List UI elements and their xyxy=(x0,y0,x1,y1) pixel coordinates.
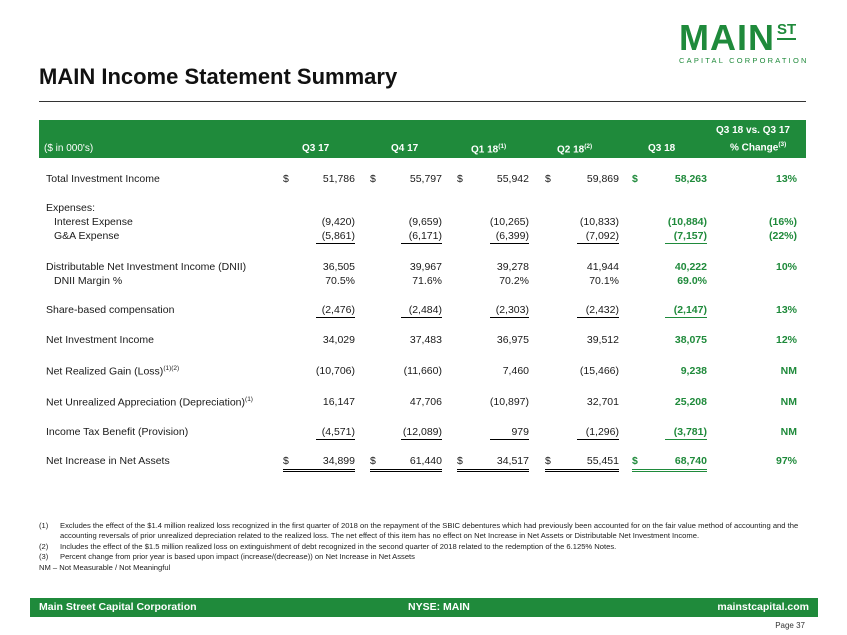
footer-company: Main Street Capital Corporation xyxy=(39,601,197,613)
footnotes xyxy=(39,521,809,573)
row-label: Interest Expense xyxy=(54,216,133,228)
row-label xyxy=(46,365,179,378)
footer-ticker: NYSE: MAIN xyxy=(408,601,470,613)
col-q1-18-label: Q1 18 xyxy=(471,144,499,156)
value: (2,147) xyxy=(673,304,707,316)
cell xyxy=(457,173,529,187)
change-value: 97% xyxy=(775,455,797,467)
col-change-label: % Change xyxy=(730,142,779,154)
cell xyxy=(632,396,707,410)
table-row xyxy=(39,173,806,187)
cell xyxy=(283,334,355,348)
cell xyxy=(665,230,707,244)
value: 39,278 xyxy=(496,261,529,273)
cell xyxy=(632,173,707,187)
value: 39,512 xyxy=(586,334,619,346)
value: (6,171) xyxy=(408,230,442,242)
row-label: Net Increase in Net Assets xyxy=(46,455,170,467)
cell xyxy=(490,304,529,318)
value: 55,797 xyxy=(409,173,442,185)
cell xyxy=(665,304,707,318)
cell xyxy=(545,396,619,410)
col-change-line2 xyxy=(730,141,786,153)
row-label-text: Net Realized Gain (Loss) xyxy=(46,365,164,378)
value: 51,786 xyxy=(322,173,355,185)
footnote-text: Percent change from prior year is based upon impact (increase/(decrease)) on Net Increase in Net Assets xyxy=(60,552,415,562)
table-row xyxy=(39,261,806,275)
cell xyxy=(316,304,355,318)
footer-bar xyxy=(30,598,818,617)
row-label: Net Investment Income xyxy=(46,334,154,346)
logo-main-text: MAIN xyxy=(679,17,775,58)
title-divider xyxy=(39,101,806,102)
cell xyxy=(283,261,355,275)
page-title: MAIN Income Statement Summary xyxy=(39,64,398,89)
value: (2,432) xyxy=(585,304,619,316)
value: 38,075 xyxy=(674,334,707,346)
value: 59,869 xyxy=(586,173,619,185)
change-value: 12% xyxy=(775,334,797,346)
footnote-marker: (2) xyxy=(39,541,49,551)
value: 39,967 xyxy=(409,261,442,273)
value: (2,484) xyxy=(408,304,442,316)
table-row xyxy=(39,455,806,472)
cell xyxy=(632,365,707,379)
change-value: (16%) xyxy=(768,216,797,228)
value: (7,092) xyxy=(585,230,619,242)
value: 68,740 xyxy=(674,455,707,467)
value: 36,975 xyxy=(496,334,529,346)
value: 70.1% xyxy=(589,275,619,287)
cell xyxy=(490,230,529,244)
table-header xyxy=(39,120,806,158)
cell xyxy=(370,216,442,230)
footnote-text: Includes the effect of the $1.5 million realized loss on extinguishment of debt recognized in the second quarter of 2018 related to the redemption of the 6.125% Notes. xyxy=(60,541,617,551)
table-row xyxy=(39,426,806,440)
value: (3,781) xyxy=(673,426,707,438)
cell xyxy=(545,455,619,472)
value: (1,296) xyxy=(585,426,619,438)
value: 40,222 xyxy=(674,261,707,273)
page-number: Page 37 xyxy=(775,621,805,630)
value: (5,861) xyxy=(321,230,355,242)
cell xyxy=(316,426,355,440)
cell xyxy=(370,334,442,348)
value: 41,944 xyxy=(586,261,619,273)
cell xyxy=(316,230,355,244)
value: (12,089) xyxy=(402,426,442,438)
value: (15,466) xyxy=(579,365,619,377)
cell xyxy=(545,365,619,379)
cell xyxy=(370,396,442,410)
value: (10,706) xyxy=(315,365,355,377)
value: 55,942 xyxy=(496,173,529,185)
row-label-text: Net Unrealized Appreciation (Depreciation) xyxy=(46,396,246,409)
footnote-nm xyxy=(39,563,809,573)
value: 34,517 xyxy=(496,455,529,467)
footnote-2 xyxy=(39,542,809,552)
cell xyxy=(283,173,355,187)
cell xyxy=(283,275,355,289)
logo-st-text: ST xyxy=(777,21,797,38)
footnote-marker: (1) xyxy=(39,521,49,530)
row-label: Income Tax Benefit (Provision) xyxy=(46,426,189,438)
value: (9,420) xyxy=(321,216,355,228)
table-row xyxy=(39,275,806,289)
value: (11,660) xyxy=(403,365,442,377)
col-change-sup: (3) xyxy=(778,141,787,148)
cell xyxy=(401,304,442,318)
row-label xyxy=(46,396,253,409)
cell xyxy=(370,365,442,379)
dollar-sign: $ xyxy=(545,173,551,185)
cell xyxy=(283,396,355,410)
value: 37,483 xyxy=(409,334,442,346)
table-row xyxy=(39,230,806,244)
value: (4,571) xyxy=(321,426,355,438)
cell xyxy=(457,396,529,410)
value: 70.5% xyxy=(325,275,355,287)
value: (9,659) xyxy=(408,216,442,228)
row-label-sup: (1) xyxy=(245,396,253,403)
col-q2-18-sup: (2) xyxy=(584,143,593,150)
col-q1-18 xyxy=(471,143,506,155)
value: (10,265) xyxy=(489,216,529,228)
dollar-sign: $ xyxy=(545,455,551,467)
dollar-sign: $ xyxy=(457,173,463,185)
dollar-sign: $ xyxy=(283,455,289,467)
cell xyxy=(370,275,442,289)
unit-label: ($ in 000's) xyxy=(44,143,94,154)
col-q3-18: Q3 18 xyxy=(648,143,676,154)
value: (7,157) xyxy=(673,230,707,242)
value: 71.6% xyxy=(412,275,442,287)
footnote-3 xyxy=(39,552,809,562)
change-value: NM xyxy=(780,396,797,408)
cell xyxy=(370,455,442,472)
cell xyxy=(401,230,442,244)
value: 979 xyxy=(511,426,529,438)
cell xyxy=(577,230,619,244)
value: 70.2% xyxy=(499,275,529,287)
value: 16,147 xyxy=(322,396,355,408)
footnote-text: Excludes the effect of the $1.4 million realized loss recognized in the first quarter of 2018 on the repayment of the SBIC debentures which had previously been accounted for on the fair value method of accounting and the accounting reversals of prior unrealized depreciation related to the realized loss. The net effect of this item has no effect on Net Increase in Net Assets or Distributable Net Investment Income. xyxy=(60,521,799,541)
table-row xyxy=(39,334,806,348)
cell xyxy=(632,455,707,472)
value: 55,451 xyxy=(586,455,619,467)
cell xyxy=(457,365,529,379)
dollar-sign: $ xyxy=(457,455,463,467)
cell xyxy=(457,455,529,472)
table-row xyxy=(39,304,806,318)
value: 9,238 xyxy=(680,365,707,377)
value: 32,701 xyxy=(586,396,619,408)
change-value: 13% xyxy=(775,304,797,316)
row-label: Distributable Net Investment Income (DNII) xyxy=(46,261,247,273)
cell xyxy=(370,173,442,187)
col-q2-18-label: Q2 18 xyxy=(557,144,585,156)
change-value: 10% xyxy=(775,261,797,273)
value: 25,208 xyxy=(674,396,707,408)
change-value: (22%) xyxy=(768,230,797,242)
cell xyxy=(577,426,619,440)
col-q1-18-sup: (1) xyxy=(498,143,507,150)
row-label: Share-based compensation xyxy=(46,304,175,316)
cell xyxy=(632,334,707,348)
value: 7,460 xyxy=(502,365,529,377)
value: 69.0% xyxy=(677,275,707,287)
value: 36,505 xyxy=(322,261,355,273)
value: 61,440 xyxy=(409,455,442,467)
row-label: DNII Margin % xyxy=(54,275,123,287)
cell xyxy=(632,275,707,289)
row-label: G&A Expense xyxy=(54,230,120,242)
dollar-sign: $ xyxy=(632,173,638,185)
cell xyxy=(665,426,707,440)
dollar-sign: $ xyxy=(370,455,376,467)
change-value: NM xyxy=(780,426,797,438)
cell xyxy=(370,261,442,275)
col-q2-18 xyxy=(557,143,592,155)
value: (10,833) xyxy=(579,216,619,228)
cell xyxy=(545,261,619,275)
value: 58,263 xyxy=(674,173,707,185)
table-row xyxy=(39,216,806,230)
cell xyxy=(490,426,529,440)
value: 34,899 xyxy=(322,455,355,467)
cell xyxy=(577,304,619,318)
col-change-line1: Q3 18 vs. Q3 17 xyxy=(716,125,790,136)
company-logo xyxy=(679,17,809,65)
cell xyxy=(545,216,619,230)
cell xyxy=(457,216,529,230)
value: (2,303) xyxy=(495,304,529,316)
logo-subtitle: CAPITAL CORPORATION xyxy=(679,56,809,65)
cell xyxy=(545,173,619,187)
cell xyxy=(632,261,707,275)
cell xyxy=(457,275,529,289)
row-label: Expenses: xyxy=(46,202,96,214)
dollar-sign: $ xyxy=(370,173,376,185)
value: (6,399) xyxy=(495,230,529,242)
cell xyxy=(283,365,355,379)
dollar-sign: $ xyxy=(632,455,638,467)
col-q3-17: Q3 17 xyxy=(302,143,330,154)
value: 47,706 xyxy=(409,396,442,408)
cell xyxy=(545,275,619,289)
table-row xyxy=(39,396,806,410)
footnote-marker: (3) xyxy=(39,552,49,562)
cell xyxy=(401,426,442,440)
cell xyxy=(457,261,529,275)
cell xyxy=(283,216,355,230)
dollar-sign: $ xyxy=(283,173,289,185)
value: (10,897) xyxy=(489,396,529,408)
table-row xyxy=(39,202,806,216)
table-row xyxy=(39,365,806,379)
cell xyxy=(283,455,355,472)
cell xyxy=(545,334,619,348)
footnote-text: NM – Not Measurable / Not Meaningful xyxy=(39,562,171,572)
value: (10,884) xyxy=(667,216,707,228)
change-value: 13% xyxy=(775,173,797,185)
row-label-sup: (1)(2) xyxy=(163,365,180,372)
cell xyxy=(632,216,707,230)
col-q4-17: Q4 17 xyxy=(391,143,419,154)
footnote-1 xyxy=(39,521,809,542)
cell xyxy=(457,334,529,348)
change-value: NM xyxy=(780,365,797,377)
row-label: Total Investment Income xyxy=(46,173,160,185)
value: 34,029 xyxy=(322,334,355,346)
value: (2,476) xyxy=(321,304,355,316)
footer-website[interactable]: mainstcapital.com xyxy=(717,601,809,613)
